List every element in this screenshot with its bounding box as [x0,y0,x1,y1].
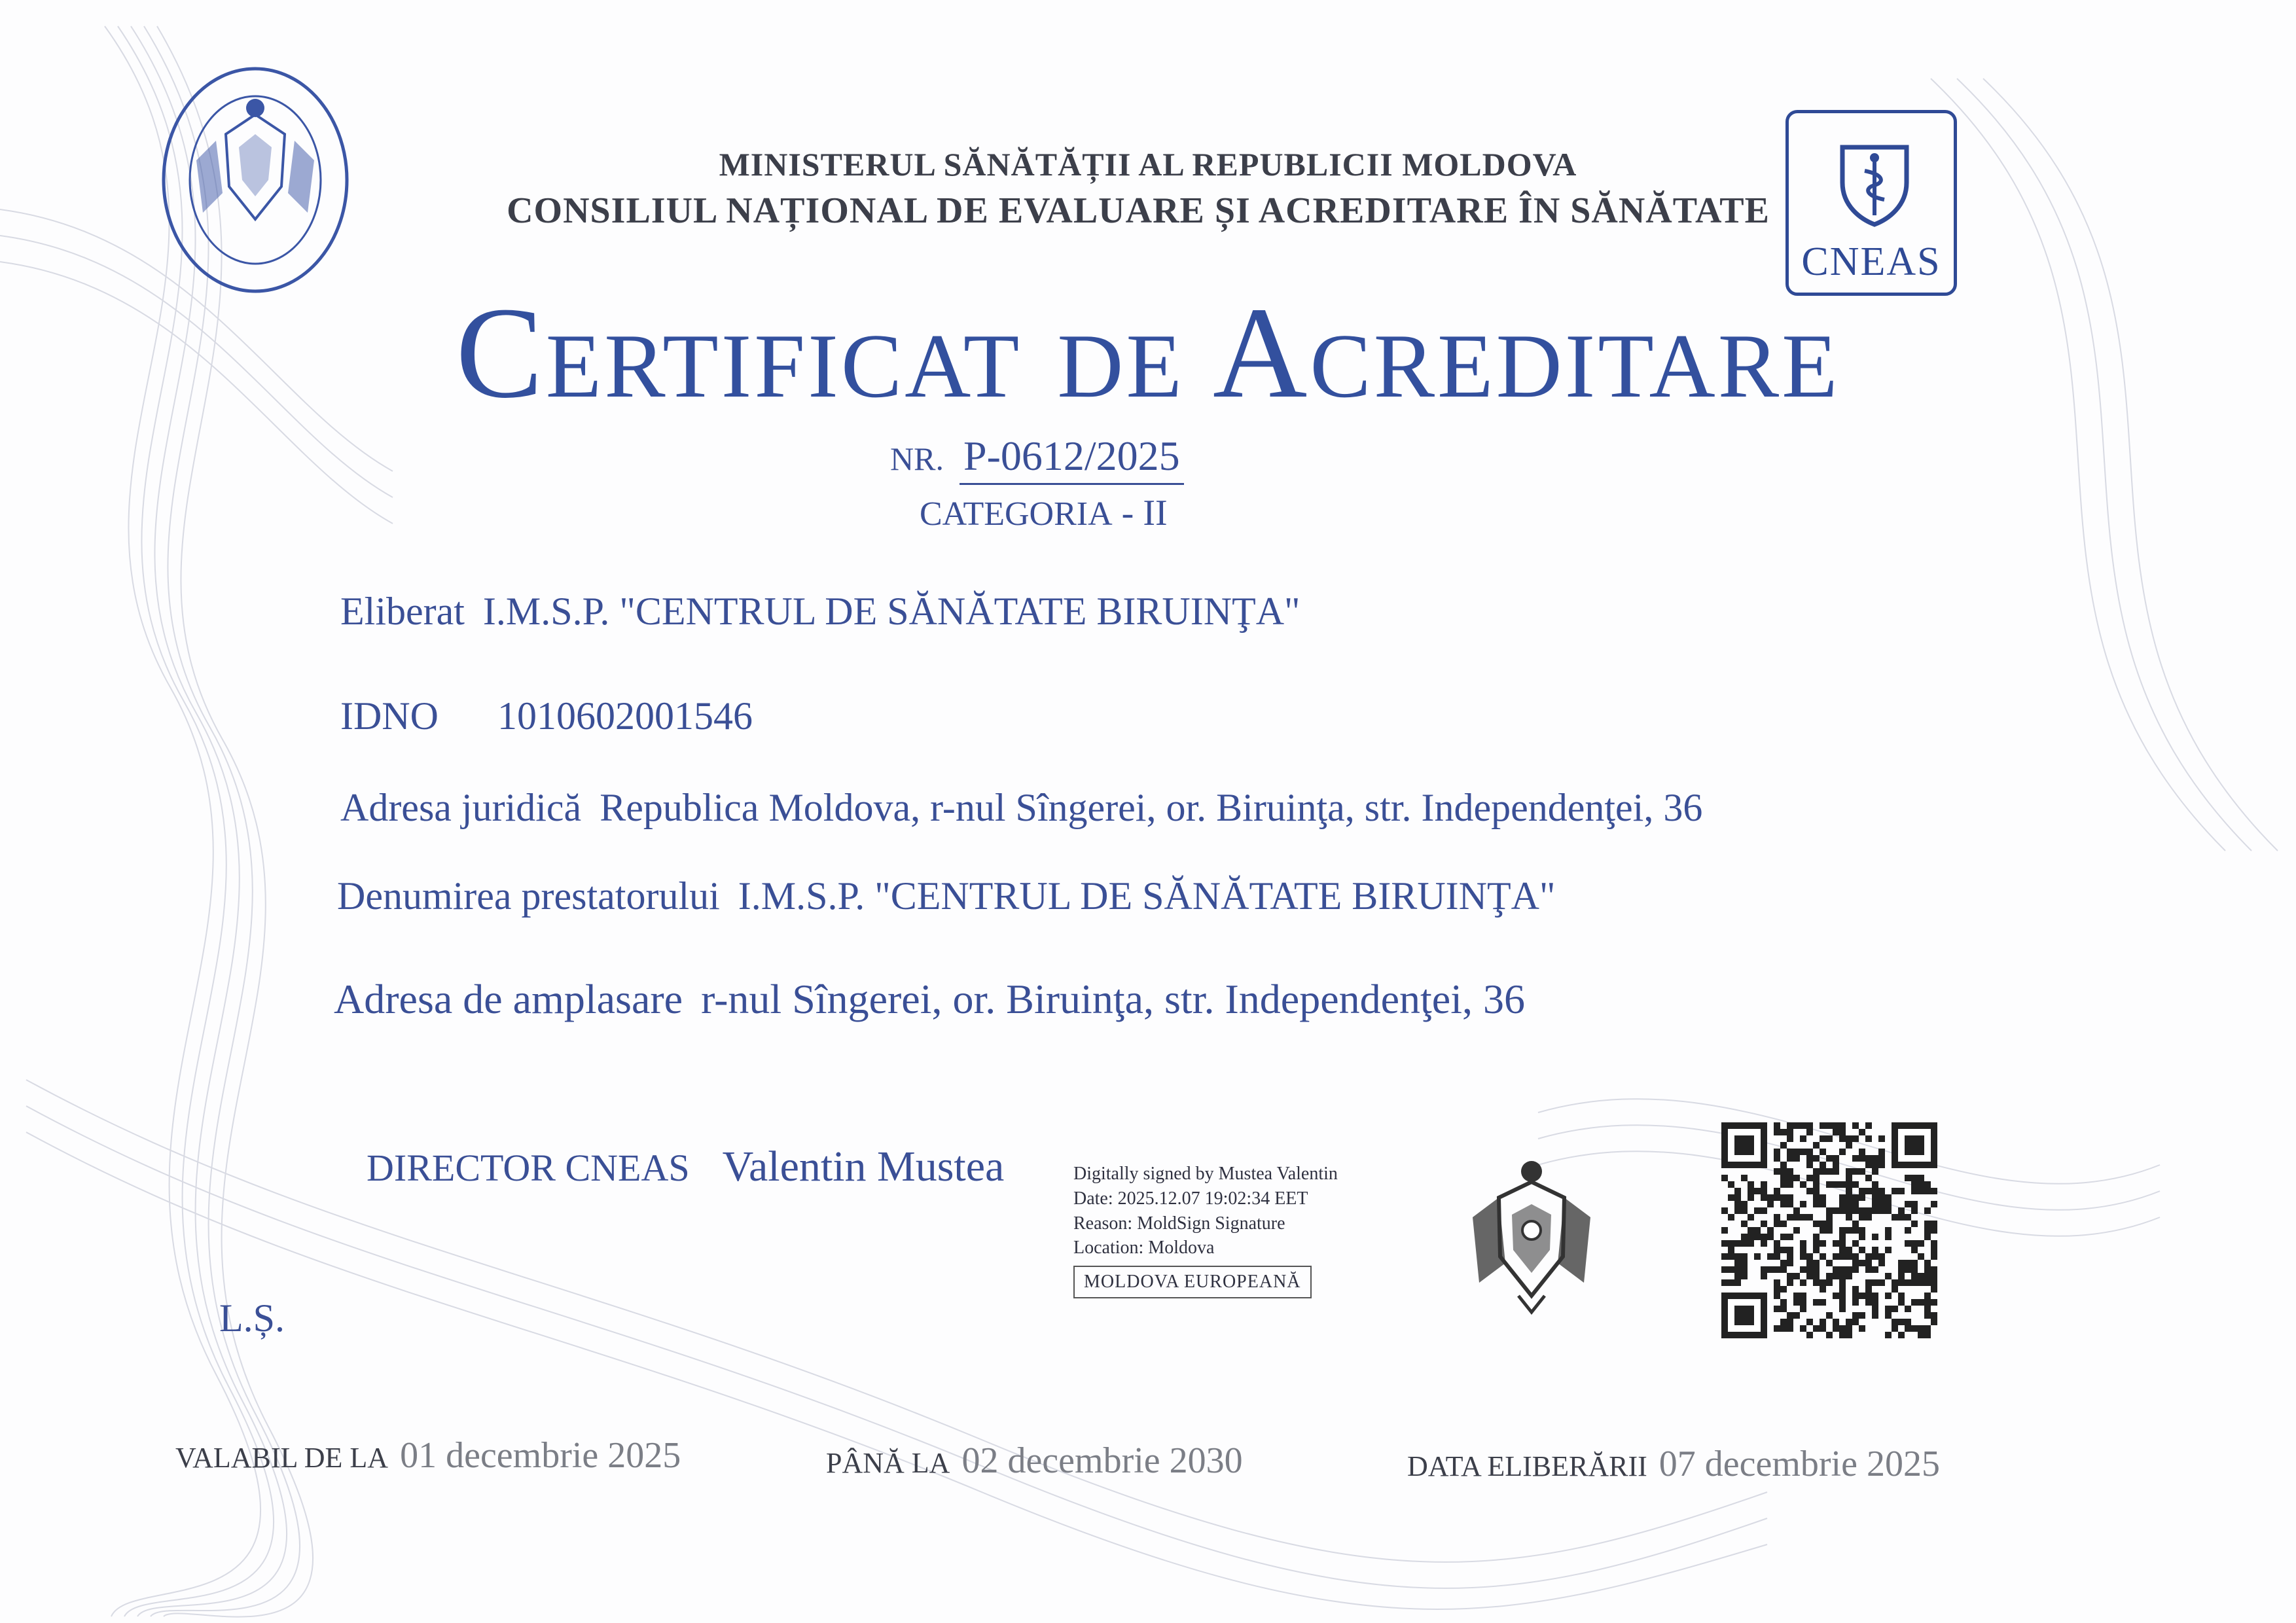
digital-signature-reason: Reason: MoldSign Signature [1073,1213,1285,1234]
field-value: Republica Moldova, r-nul Sîngerei, or. Biruinţa, str. Independenţei, 36 [600,786,1703,829]
qr-code-icon [1721,1122,1937,1338]
issue-date-value: 07 decembrie 2025 [1659,1444,1940,1484]
field-value: I.M.S.P. "CENTRUL DE SĂNĂTATE BIRUINŢA" [482,590,1300,633]
field-label: Adresa de amplasare [334,976,683,1022]
field-value: r-nul Sîngerei, or. Biruinţa, str. Independenţei, 36 [701,976,1525,1022]
field-adresa-de-amplasare [334,975,1525,1024]
field-denumirea-prestatorului [337,874,1555,919]
category-value: - II [1121,493,1168,533]
field-label: Eliberat [340,590,465,633]
cneas-logo-text: CNEAS [1801,240,1941,284]
digital-signature-location: Location: Moldova [1073,1238,1215,1258]
certificate-number-value: P-0612/2025 [960,432,1184,485]
moldova-coat-of-arms-icon [1466,1152,1597,1315]
issue-date [1407,1443,1940,1485]
ministry-line-2: CONSILIUL NAȚIONAL DE EVALUARE ȘI ACREDITARE ÎN SĂNĂTATE [507,190,1770,231]
cneas-logo [1785,110,1957,296]
field-label: IDNO [340,694,439,738]
field-value: I.M.S.P. "CENTRUL DE SĂNĂTATE BIRUINŢA" [738,874,1556,918]
field-value: 1010602001546 [497,694,753,738]
director-role: DIRECTOR CNEAS [367,1147,690,1189]
digital-signature-date: Date: 2025.12.07 19:02:34 EET [1073,1188,1308,1209]
digital-signature-line: Digitally signed by Mustea Valentin [1073,1164,1338,1184]
field-eliberat [340,589,1300,634]
field-idno [340,694,753,739]
field-label: Adresa juridică [340,786,582,829]
valid-from-date: 01 decembrie 2025 [400,1435,681,1476]
valid-to-label: PÂNĂ LA [826,1447,950,1479]
field-label: Denumirea prestatorului [337,874,720,918]
director-name: Valentin Mustea [722,1143,1005,1190]
director-signature [367,1142,1004,1192]
category-label: CATEGORIA [920,495,1113,533]
valid-to [826,1440,1243,1482]
certificate-number [890,432,1184,485]
cneas-caduceus-shield-icon [1836,142,1913,227]
certificate-category [920,492,1168,534]
certificate-title: Certificat de Acreditare [456,281,1840,425]
moldova-europeana-badge: MOLDOVA EUROPEANĂ [1073,1266,1312,1298]
ministry-line-1: MINISTERUL SĂNĂTĂȚII AL REPUBLICII MOLDOVA [719,146,1577,183]
valid-from-label: VALABIL DE LA [175,1442,389,1474]
field-adresa-juridica [340,785,1702,830]
digital-signature-block [1073,1162,1338,1298]
issue-date-label: DATA ELIBERĂRII [1407,1450,1647,1482]
valid-to-date: 02 decembrie 2030 [961,1440,1243,1481]
valid-from [175,1435,681,1476]
certificate-number-label: NR. [890,440,944,477]
locus-sigilli: L.Ș. [219,1296,285,1340]
